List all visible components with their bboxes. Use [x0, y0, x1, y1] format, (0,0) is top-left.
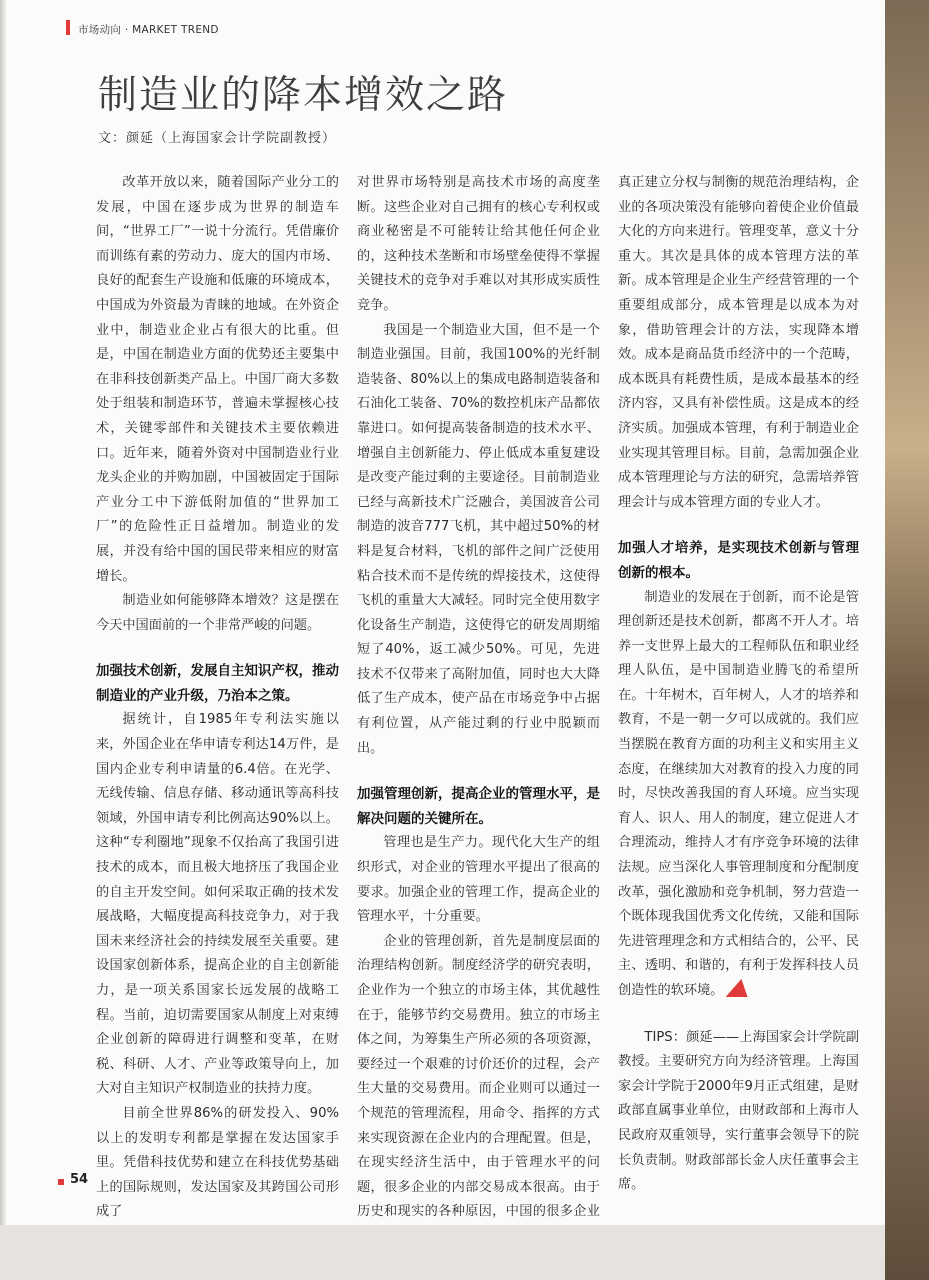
page-marker-icon — [58, 1179, 64, 1185]
page-edge-shadow — [0, 0, 6, 1225]
paragraph: 企业的管理创新，首先是制度层面的治理结构创新。制度经济学的研究表明，企业作为一个独立的市场主体，其优越性在于，能够节约交易费用。独立的市场主体之间，为筹集生产所必须的各项资源，要经过一个艰难的讨价还价的过程，会产生大量的交易费用。而企业则可以通过一个规范的管理流程，用命令、指挥的方式来实现资源在企业内的合理配置。但是，在现实经济生活中，由于管理水平的问题，很多企业的内部交易成本很高。由于历史和现实的各种原因，中国的很多企业 — [357, 933, 600, 1220]
scan-bottom-margin — [0, 1225, 885, 1280]
section-heading: 加强技术创新，发展自主知识产权，推动制造业的产业升级，乃治本之策。 — [96, 663, 339, 704]
column-2 — [357, 171, 600, 1250]
facing-page-edge — [885, 0, 929, 1280]
paragraph: 管理也是生产力。现代化大生产的组织形式，对企业的管理水平提出了很高的要求。加强企业的管理工作，提高企业的管理水平，十分重要。 — [357, 835, 600, 925]
paragraph: 改革开放以来，随着国际产业分工的发展，中国在逐步成为世界的制造车间，“世界工厂”一说十分流行。凭借廉价而训练有素的劳动力、庞大的国内市场、良好的配套生产设施和低廉的环境成本，中国成为外资最为青睐的地域。在外资企业中，制造业企业占有很大的比重。但是，中国在制造业方面的优势还主要集中在非科技创新类产品上。中国厂商大多数处于组装和制造环节，普遍未掌握核心技术，关键零部件和关键技术主要依赖进口。近年来，随着外资对中国制造业行业龙头企业的并购加剧，中国被固定于国际产业分工中下游低附加值的“世界加工厂”的危险性正日益增加。制造业的发展，并没有给中国的国民带来相应的财富增长。 — [96, 175, 339, 584]
page-number: 54 — [70, 1172, 89, 1187]
author-tips: TIPS：颜延——上海国家会计学院副教授。主要研究方向为经济管理。上海国家会计学院于2000年9月正式组建，是财政部直属事业单位，由财政部和上海市人民政府双重领导，实行董事会领导下的院长负责制。财政部部长金人庆任董事会主席。 — [618, 1029, 859, 1193]
section-accent-bar — [66, 20, 70, 35]
paragraph — [618, 586, 859, 1004]
article-byline: 文：颜延（上海国家会计学院副教授） — [98, 131, 337, 146]
paragraph: 制造业如何能够降本增效？这是摆在今天中国面前的一个非常严峻的问题。 — [96, 593, 339, 633]
column-1 — [96, 171, 339, 1225]
paragraph: 对世界市场特别是高技术市场的高度垄断。这些企业对自己拥有的核心专利权或商业秘密是不可能转让给其他任何企业的，这种技术垄断和市场壁垒使得不掌握关键技术的竞争对手难以对其形成实质性竞争。 — [357, 175, 600, 313]
paragraph: 我国是一个制造业大国，但不是一个制造业强国。目前，我国100%的光纤制造装备、80%以上的集成电路制造装备和石油化工装备、70%的数控机床产品都依靠进口。如何提高装备制造的技术水平、增强自主创新能力、停止低成本重复建设是改变产能过剩的主要途径。目前制造业已经与高新技术广泛融合，美国波音公司制造的波音777飞机，其中超过50%的材料是复合材料，飞机的部件之间广泛使用粘合技术而不是传统的焊接技术，这使得飞机的重量大大减轻。同时完全使用数字化设备生产制造，这使得它的研发周期缩短了40%，返工减少50%。可见，先进技术不仅带来了高附加值，同时也大大降低了生产成本，使产品在市场竞争中占据有利位置，从产能过剩的行业中脱颖而出。 — [357, 322, 600, 756]
paragraph-text: 制造业的发展在于创新，而不论是管理创新还是技术创新，都离不开人才。培养一支世界上最大的工程师队伍和职业经理人队伍，是中国制造业腾飞的希望所在。十年树木，百年树人，人才的培养和教育，不是一朝一夕可以成就的。我们应当摆脱在教育方面的功利主义和实用主义态度，在继续加大对教育的投入力度的同时，尽快改善我国的育人环境。应当实现育人、识人、用人的制度，建立促进人才合理流动，维持人才有序竞争环境的法律法规。应当深化人事管理制度和分配制度改革，强化激励和竞争机制，努力营造一个既体现我国优秀文化传统，又能和国际先进管理理念和方式相结合的，公平、民主、透明、和谐的，有利于发挥科技人员创造性的软环境。 — [618, 589, 859, 998]
article-title: 制造业的降本增效之路 — [98, 73, 509, 118]
column-3 — [618, 171, 859, 1198]
paragraph: 据统计，自1985年专利法实施以来，外国企业在华申请专利达14万件，是国内企业专利申请量的6.4倍。在光学、无线传输、信息存储、移动通讯等高科技领域，外国申请专利比例高达90%以上。这种“专利圈地”现象不仅抬高了我国引进技术的成本，而且极大地挤压了我国企业的自主开发空间。如何采取正确的技术发展战略，大幅度提高科技竞争力，对于我国未来经济社会的持续发展至关重要。建设国家创新体系，提高企业的自主创新能力，是一项关系国家长远发展的战略工程。当前，迫切需要国家从制度上对束缚企业创新的障碍进行调整和变革，在财税、科研、人才、产业等政策导向上，加大对自主知识产权制造业的扶持力度。 — [96, 712, 339, 1097]
section-label: 市场动向 · MARKET TREND — [78, 24, 219, 36]
article-end-mark-icon — [725, 979, 752, 997]
paragraph: 真正建立分权与制衡的规范治理结构，企业的各项决策没有能够向着使企业价值最大化的方向来进行。管理变革，意义十分重大。其次是具体的成本管理方法的革新。成本管理是企业生产经营管理的一个重要组成部分，成本管理是以成本为对象，借助管理会计的方法，实现降本增效。成本是商品货币经济中的一个范畴，成本既具有耗费性质，是成本最基本的经济内容，又具有补偿性质。这是成本的经济实质。加强成本管理，有利于制造业企业实现其管理目标。目前，急需加强企业成本管理理论与方法的研究，急需培养管理会计与成本管理方面的专业人才。 — [618, 175, 859, 510]
paragraph: 目前全世界86%的研发投入、90%以上的发明专利都是掌握在发达国家手里。凭借科技优势和建立在科技优势基础上的国际规则，发达国家及其跨国公司形成了 — [96, 1105, 339, 1220]
section-heading: 加强人才培养，是实现技术创新与管理创新的根本。 — [618, 540, 859, 581]
section-heading: 加强管理创新，提高企业的管理水平，是解决问题的关键所在。 — [357, 786, 600, 827]
spacer — [618, 1004, 859, 1026]
